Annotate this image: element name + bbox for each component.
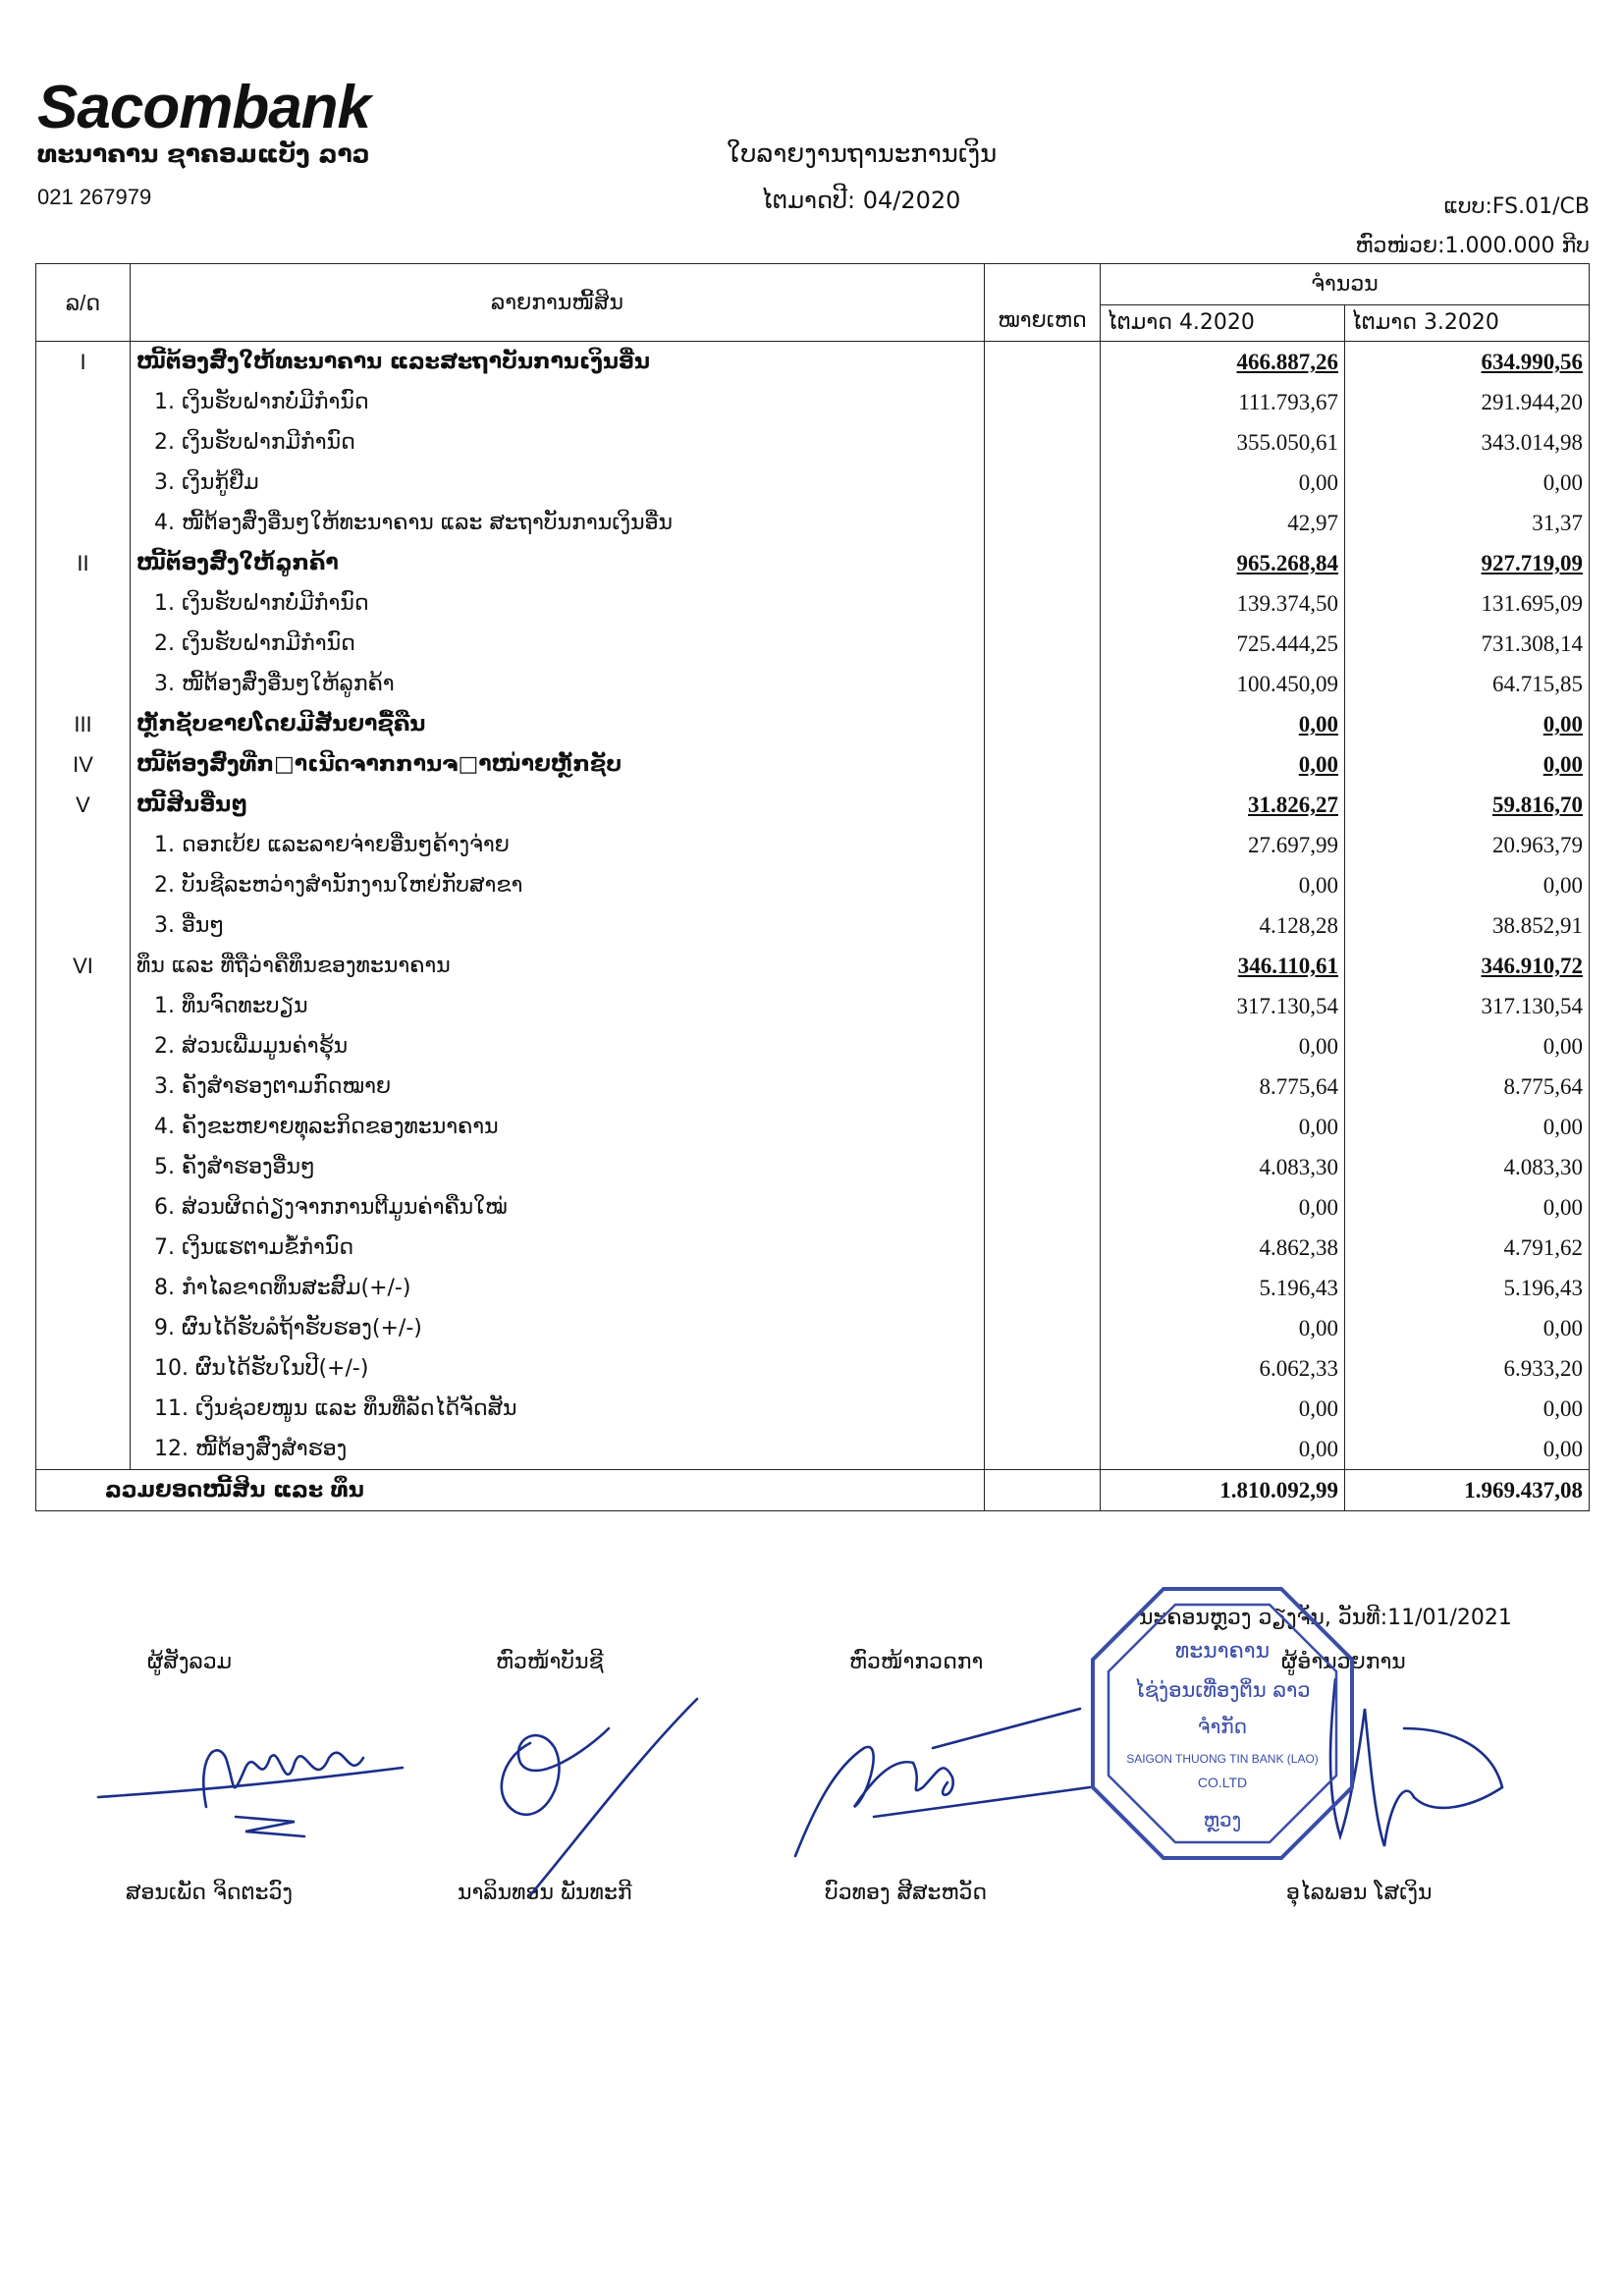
row-q3-amount: 634.990,56 [1345,342,1590,383]
row-item [131,422,985,463]
row-item [131,1228,985,1268]
table-row [36,1429,1590,1470]
row-q4-amount: 725.444,25 [1101,624,1345,664]
table-row [36,785,1590,825]
row-item-label: 2. ບັນຊີລະຫວ່າງສຳນັກງານໃຫຍ່ກັບສາຂາ [154,873,523,898]
table-row [36,744,1590,785]
row-q4-amount: 0,00 [1101,744,1345,785]
row-item [131,543,985,583]
row-q3-amount: 317.130,54 [1345,986,1590,1026]
row-item [131,1066,985,1107]
row-number [36,825,131,865]
row-number [36,463,131,503]
row-q3-amount: 731.308,14 [1345,624,1590,664]
row-note [985,1429,1101,1470]
col-header-no: ລ/ດ [36,264,131,342]
total-note [985,1470,1101,1511]
role-director: ຜູ້ອຳນວຍການ [1281,1650,1406,1674]
row-note [985,382,1101,422]
table-row [36,704,1590,744]
row-item-label: 1. ດອກເບ້ຍ ແລະລາຍຈ່າຍອື່ນໆຄ້າງຈ່າຍ [154,833,510,857]
row-item-label: ໜີ້ຕ້ອງສົ່ງໃຫ້ທະນາຄານ ແລະສະຖາບັນການເງິນອື່ນ [136,350,650,374]
stamp-line3: ຈຳກັດ [1197,1715,1248,1738]
row-item-label: 1. ເງິນຮັບຝາກບໍ່ມີກຳນົດ [154,390,369,414]
row-q3-amount: 0,00 [1345,1429,1590,1470]
table-row [36,382,1590,422]
row-note [985,503,1101,543]
row-item [131,624,985,664]
table-row [36,1066,1590,1107]
row-q3-amount: 343.014,98 [1345,422,1590,463]
row-item [131,825,985,865]
row-item [131,664,985,704]
row-item-label: 6. ສ່ວນຜິດດ່ຽງຈາກການຕີມູນຄ່າຄືນໃໝ່ [154,1195,508,1220]
table-row [36,583,1590,624]
table-row [36,422,1590,463]
row-item-label: 5. ຄັງສຳຮອງອື່ນໆ [154,1155,315,1179]
row-item [131,905,985,946]
stamp-line4: SAIGON THUONG TIN BANK (LAO) [1126,1752,1319,1766]
table-row [36,1187,1590,1228]
row-item-label: 2. ເງິນຮັບຝາກມີກຳນົດ [154,430,355,455]
row-note [985,946,1101,986]
table-row [36,905,1590,946]
row-number [36,1228,131,1268]
row-item [131,785,985,825]
row-note [985,583,1101,624]
table-row [36,1026,1590,1066]
row-number [36,503,131,543]
table-row [36,825,1590,865]
bank-logo-lao-name: ທະນາຄານ ຊາຄອມແບັງ ລາວ [37,139,370,168]
table-body [36,342,1590,1511]
row-item-label: ໜີ້ສິນອື່ນໆ [136,793,247,817]
row-q4-amount: 42,97 [1101,503,1345,543]
row-q4-amount: 4.083,30 [1101,1147,1345,1187]
row-q3-amount: 4.083,30 [1345,1147,1590,1187]
row-item [131,986,985,1026]
row-q4-amount: 0,00 [1101,1026,1345,1066]
table-row [36,1268,1590,1308]
row-q4-amount: 0,00 [1101,1107,1345,1147]
row-q3-amount: 0,00 [1345,1187,1590,1228]
row-item-label: 4. ໜີ້ຕ້ອງສົ່ງອື່ນໆໃຫ້ທະນາຄານ ແລະ ສະຖາບັນການເງິນອື່ນ [154,511,673,535]
row-item [131,1429,985,1470]
row-item [131,1308,985,1348]
row-item-label: 9. ຜົນໄດ້ຮັບລໍຖ້າຮັບຮອງ(+/-) [154,1316,422,1340]
table-row [36,1308,1590,1348]
name-director: ອຸໄລພອນ ໂສເງິນ [1286,1881,1433,1905]
row-number: IV [36,744,131,785]
stamp-line1: ທະນາຄານ [1174,1639,1271,1664]
row-q3-amount: 0,00 [1345,1389,1590,1429]
row-q4-amount: 0,00 [1101,463,1345,503]
row-note [985,342,1101,383]
row-number [36,1429,131,1470]
row-number: V [36,785,131,825]
bank-logo [37,74,371,168]
table-row [36,1107,1590,1147]
row-number: III [36,704,131,744]
total-q3-amount: 1.969.437,08 [1345,1470,1590,1511]
row-number [36,1348,131,1389]
row-number [36,624,131,664]
row-q4-amount: 100.450,09 [1101,664,1345,704]
row-note [985,463,1101,503]
role-chief-auditor: ຫົວໜ້າກວດກາ [849,1650,984,1674]
col-header-note: ໝາຍເຫດ [985,264,1101,342]
place-date: ນະຄອນຫຼວງ ວຽງຈັນ, ວັນທີ:11/01/2021 [1139,1606,1512,1630]
row-note [985,624,1101,664]
row-number [36,1268,131,1308]
row-note [985,986,1101,1026]
row-note [985,1066,1101,1107]
row-item [131,1268,985,1308]
row-item [131,1026,985,1066]
row-q4-amount: 8.775,64 [1101,1066,1345,1107]
row-q4-amount: 355.050,61 [1101,422,1345,463]
total-q4-amount: 1.810.092,99 [1101,1470,1345,1511]
row-item-label: 3. ເງິນກູ້ຢືມ [154,470,259,495]
row-item [131,342,985,383]
row-number [36,905,131,946]
row-q3-amount: 0,00 [1345,865,1590,905]
row-q3-amount: 346.910,72 [1345,946,1590,986]
row-number [36,1308,131,1348]
row-q3-amount: 31,37 [1345,503,1590,543]
row-note [985,1389,1101,1429]
row-q3-amount: 5.196,43 [1345,1268,1590,1308]
row-number [36,422,131,463]
row-note [985,1147,1101,1187]
table-row [36,1348,1590,1389]
table-row [36,463,1590,503]
row-q3-amount: 8.775,64 [1345,1066,1590,1107]
row-q3-amount: 0,00 [1345,704,1590,744]
total-label: ລວມຍອດໜີ້ສິນ ແລະ ທຶນ [36,1470,985,1511]
row-number [36,1107,131,1147]
name-chief-auditor: ບົວທອງ ສີສະຫວັດ [825,1881,988,1905]
col-header-amount: ຈຳນວນ [1101,264,1590,305]
row-q3-amount: 0,00 [1345,1308,1590,1348]
bank-phone: 021 267979 [37,185,152,209]
row-item-label: ໜີ້ຕ້ອງສົ່ງໃຫ້ລູກຄ້າ [136,551,339,575]
row-item-label: 3. ຄັງສຳຮອງຕາມກົດໝາຍ [154,1074,392,1099]
row-q4-amount: 111.793,67 [1101,382,1345,422]
role-chief-accountant: ຫົວໜ້າບັນຊີ [496,1650,604,1674]
report-title: ໃບລາຍງານຖານະການເງິນ [727,139,998,169]
liabilities-table [35,263,1590,1511]
row-q4-amount: 4.128,28 [1101,905,1345,946]
table-row [36,1389,1590,1429]
row-note [985,664,1101,704]
row-number [36,986,131,1026]
name-chief-accountant: ນາລິນທອນ ພັນທະກີ [458,1881,632,1905]
row-item-label: 10. ຜົນໄດ້ຮັບໃນປີ(+/-) [154,1356,369,1381]
row-number [36,1147,131,1187]
row-q4-amount: 0,00 [1101,1308,1345,1348]
row-q3-amount: 131.695,09 [1345,583,1590,624]
company-stamp [1085,1581,1360,1866]
table-row [36,342,1590,383]
signature-chief-auditor [776,1689,1100,1866]
bank-logo-name: Sacombank [37,74,371,141]
table-row [36,986,1590,1026]
row-q4-amount: 0,00 [1101,704,1345,744]
signature-compiler [88,1699,422,1846]
row-number [36,1389,131,1429]
row-item-label: 3. ໜີ້ຕ້ອງສົ່ງອື່ນໆໃຫ້ລູກຄ້າ [154,672,395,696]
row-q3-amount: 0,00 [1345,744,1590,785]
row-item [131,865,985,905]
row-q3-amount: 6.933,20 [1345,1348,1590,1389]
table-row [36,503,1590,543]
row-q4-amount: 139.374,50 [1101,583,1345,624]
row-q4-amount: 466.887,26 [1101,342,1345,383]
table-row [36,624,1590,664]
row-item [131,744,985,785]
row-item-label: 2. ສ່ວນເພີ່ມມູນຄ່າຮຸ້ນ [154,1034,349,1059]
row-q4-amount: 27.697,99 [1101,825,1345,865]
row-item-label: 8. ກຳໄລຂາດທຶນສະສົມ(+/-) [154,1276,411,1300]
row-q4-amount: 317.130,54 [1101,986,1345,1026]
row-number [36,1066,131,1107]
stamp-line5: CO.LTD [1197,1775,1248,1790]
row-number [36,664,131,704]
row-item [131,463,985,503]
row-item-label: 7. ເງິນແຮຕາມຂໍ້ກຳນົດ [154,1235,354,1260]
name-compiler: ສອນເພັດ ຈິດຕະວົງ [126,1881,294,1905]
row-note [985,1308,1101,1348]
report-period: ໄຕມາດປີ: 04/2020 [761,187,961,214]
row-note [985,1107,1101,1147]
row-note [985,825,1101,865]
row-item-label: 11. ເງິນຊ່ວຍໜູນ ແລະ ທຶນທີ່ລັດໄດ້ຈັດສັນ [154,1396,517,1421]
col-header-q3: ໄຕມາດ 3.2020 [1345,305,1590,342]
col-header-item: ລາຍການໜີ້ສິນ [131,264,985,342]
row-q3-amount: 4.791,62 [1345,1228,1590,1268]
row-note [985,422,1101,463]
row-q3-amount: 0,00 [1345,1026,1590,1066]
row-item-label: 3. ອື່ນໆ [154,913,225,938]
table-row [36,865,1590,905]
row-note [985,704,1101,744]
row-item-label: ຫຼັກຊັບຂາຍໂດຍມີສັນຍາຊື້ຄືນ [136,712,426,737]
row-item [131,1348,985,1389]
col-header-q4: ໄຕມາດ 4.2020 [1101,305,1345,342]
row-item [131,1107,985,1147]
row-q4-amount: 6.062,33 [1101,1348,1345,1389]
row-number: VI [36,946,131,986]
row-item [131,382,985,422]
row-item [131,1147,985,1187]
signature-chief-accountant [461,1689,707,1905]
total-row [36,1470,1590,1511]
row-note [985,1026,1101,1066]
row-number [36,583,131,624]
row-q3-amount: 291.944,20 [1345,382,1590,422]
stamp-line2: ໄຊ່ງ່ອນເທື່ອງຕິ່ນ ລາວ [1134,1678,1311,1702]
row-number: I [36,342,131,383]
row-note [985,744,1101,785]
row-item [131,704,985,744]
row-note [985,1348,1101,1389]
row-note [985,1228,1101,1268]
table-row [36,543,1590,583]
row-q4-amount: 4.862,38 [1101,1228,1345,1268]
row-item-label: 1. ທຶນຈົດທະບຽນ [154,994,308,1018]
row-number: II [36,543,131,583]
row-q3-amount: 927.719,09 [1345,543,1590,583]
row-q3-amount: 0,00 [1345,463,1590,503]
table-row [36,1228,1590,1268]
row-q4-amount: 346.110,61 [1101,946,1345,986]
row-note [985,785,1101,825]
row-q4-amount: 0,00 [1101,1389,1345,1429]
row-note [985,1268,1101,1308]
row-q3-amount: 59.816,70 [1345,785,1590,825]
row-number [36,1187,131,1228]
row-item [131,583,985,624]
row-number [36,865,131,905]
currency-unit: ຫົວໜ່ວຍ:1.000.000 ກີບ [1355,234,1590,258]
row-note [985,543,1101,583]
row-q3-amount: 64.715,85 [1345,664,1590,704]
row-q3-amount: 38.852,91 [1345,905,1590,946]
row-note [985,1187,1101,1228]
table-row [36,1147,1590,1187]
row-item [131,946,985,986]
row-note [985,905,1101,946]
row-item [131,503,985,543]
form-code: ແບບ:FS.01/CB [1443,194,1590,219]
row-q3-amount: 0,00 [1345,1107,1590,1147]
row-q4-amount: 965.268,84 [1101,543,1345,583]
role-compiler: ຜູ້ສັງລວມ [147,1650,233,1674]
table-row [36,946,1590,986]
row-item-label: ທຶນ ແລະ ທີ່ຖືວ່າຄືທຶນຂອງທະນາຄານ [136,954,451,978]
row-q4-amount: 0,00 [1101,1429,1345,1470]
row-q4-amount: 5.196,43 [1101,1268,1345,1308]
row-q3-amount: 20.963,79 [1345,825,1590,865]
row-item [131,1187,985,1228]
row-item-label: 12. ໜີ້ຕ້ອງສົ່ງສຳຮອງ [154,1437,348,1461]
row-item-label: 1. ເງິນຮັບຝາກບໍ່ມີກຳນົດ [154,591,369,616]
row-q4-amount: 0,00 [1101,865,1345,905]
row-q4-amount: 0,00 [1101,1187,1345,1228]
row-item-label: ໜີ້ຕ້ອງສົ່ງທີ່ກ□າເນີດຈາກການຈ□າໜ່າຍຫຼັກຊັບ [136,752,622,777]
row-number [36,1026,131,1066]
row-item-label: 4. ຄັງຂະຫຍາຍທຸລະກິດຂອງທະນາຄານ [154,1115,499,1139]
row-number [36,382,131,422]
row-item-label: 2. ເງິນຮັບຝາກມີກຳນົດ [154,631,355,656]
stamp-line6: ຫຼວງ [1203,1808,1242,1831]
row-item [131,1389,985,1429]
table-row [36,664,1590,704]
row-q4-amount: 31.826,27 [1101,785,1345,825]
row-note [985,865,1101,905]
